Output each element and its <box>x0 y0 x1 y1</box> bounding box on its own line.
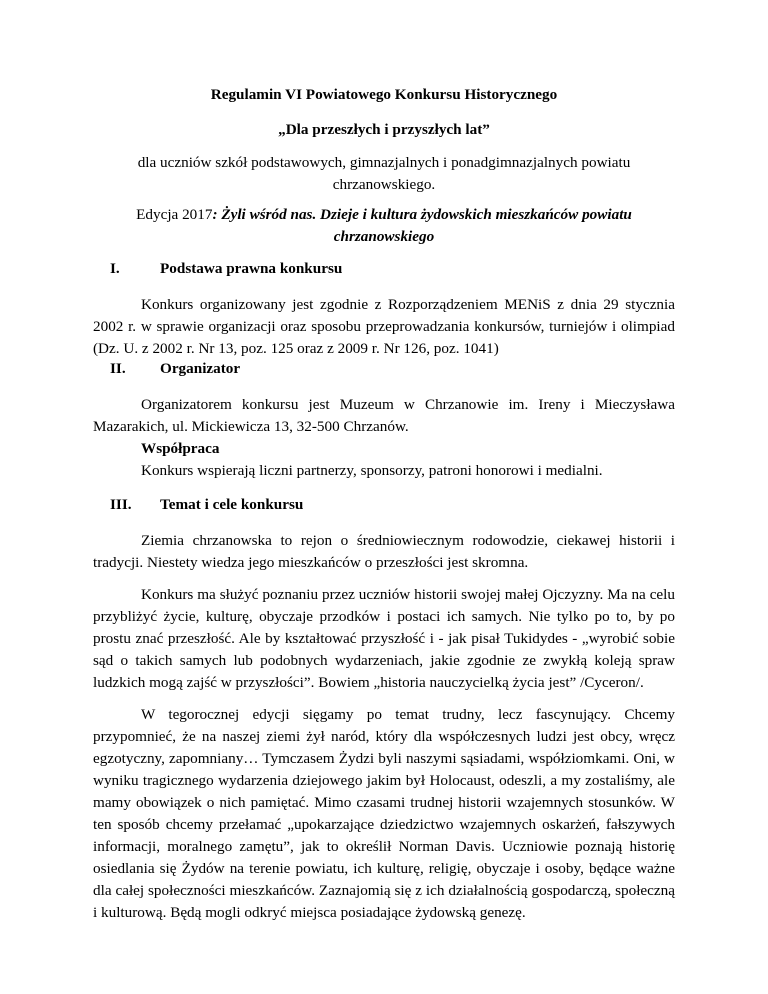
document-title: Regulamin VI Powiatowego Konkursu Historycznego <box>210 86 558 103</box>
section-1-paragraph: Konkurs organizowany jest zgodnie z Rozporządzeniem MENiS z dnia 29 stycznia 2002 r. w sprawie organizacji oraz sposobu przeprowadzania konkursów, turniejów i olimpiad (Dz. U. z 2002 r. Nr 13, poz. 125 oraz z 2009 r. Nr 126, poz. 1041) <box>93 296 675 357</box>
edition-theme: : Żyli wśród nas. Dzieje i kultura żydowskich mieszkańców powiatu chrzanowskiego <box>212 206 632 245</box>
section-3-number: III. <box>110 496 132 513</box>
section-1-heading <box>110 258 342 280</box>
document-subtitle: „Dla przeszłych i przyszłych lat” <box>278 121 490 138</box>
cooperation-heading: Współpraca <box>141 440 220 457</box>
cooperation-text: Konkurs wspierają liczni partnerzy, sponsorzy, patroni honorowi i medialni. <box>141 462 603 479</box>
section-2-title: Organizator <box>160 360 241 377</box>
section-3-paragraph-1: Ziemia chrzanowska to rejon o średniowiecznym rodowodzie, ciekawej historii i tradycji. Niestety wiedza jego mieszkańców o przeszłości jest skromna. <box>93 532 675 571</box>
section-2-heading <box>110 358 240 380</box>
audience-line: dla uczniów szkół podstawowych, gimnazjalnych i ponadgimnazjalnych powiatu chrzanowskiego. <box>137 154 631 193</box>
section-3-paragraph-3: W tegorocznej edycji sięgamy po temat trudny, lecz fascynujący. Chcemy przypomnieć, że na naszej ziemi żył naród, który dla współczesnych ludzi jest obcy, wręcz egzotyczny, zapomniany… Tymczasem Żydzi byli naszymi sąsiadami, współziomkami. Oni, w wyniku tragicznego wydarzenia dziejowego jakim był Holocaust, odeszli, a my zostaliśmy, ale mamy obowiązek o nich pamiętać. Mimo czasami trudnej historii wzajemnych stosunków. W ten sposób chcemy przełamać „upokarzające dziedzictwo wzajemnych oskarżeń, fałszywych informacji, moralnego zamętu”, jak to określił Norman Davis. Uczniowie poznają historię osiedlania się Żydów na terenie powiatu, ich kulturę, religię, obyczaje i osoby, będące ważne dla całej społeczności mieszkańców. Zaznajomią się z ich działalnością gospodarczą, społeczną i kulturową. Będą mogli odkryć miejsca posiadające żydowską genezę. <box>93 706 675 921</box>
section-3-paragraph-2: Konkurs ma służyć poznaniu przez uczniów historii swojej małej Ojczyzny. Ma na celu przybliżyć życie, kulturę, obyczaje przodków i postaci ich samych. Nie tylko po to, by po prostu znać przeszłość. Ale by kształtować przyszłość i - jak pisał Tukidydes - „wyrobić sobie sąd o takich samych lub podobnych wydarzeniach, jakie zgodnie ze zwykłą koleją spraw ludzkich mogą zajść w przyszłości”. Bowiem „historia nauczycielką życia jest” /Cyceron/. <box>93 586 675 691</box>
section-1-title: Podstawa prawna konkursu <box>160 260 343 277</box>
edition-prefix: Edycja 2017 <box>136 206 213 223</box>
section-1-number: I. <box>110 260 120 277</box>
edition-line <box>110 204 658 248</box>
section-2-paragraph: Organizatorem konkursu jest Muzeum w Chrzanowie im. Ireny i Mieczysława Mazarakich, ul. Mickiewicza 13, 32-500 Chrzanów. <box>93 396 675 435</box>
section-2-number: II. <box>110 360 126 377</box>
section-3-heading <box>110 494 303 516</box>
section-3-title: Temat i cele konkursu <box>160 496 304 513</box>
